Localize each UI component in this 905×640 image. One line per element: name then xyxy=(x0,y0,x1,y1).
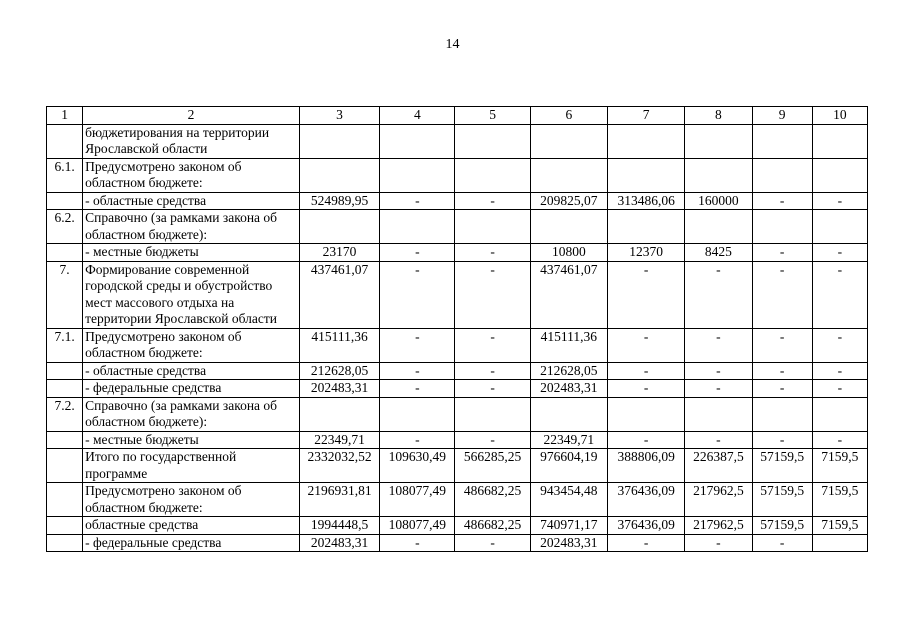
row-index-cell xyxy=(47,380,83,398)
table-header-row xyxy=(47,107,868,125)
description-cell: - областные средства xyxy=(83,362,300,380)
value-cell: - xyxy=(685,380,752,398)
value-cell: - xyxy=(380,534,455,552)
row-index-cell xyxy=(47,124,83,158)
value-cell: - xyxy=(812,244,867,262)
value-cell xyxy=(380,397,455,431)
column-header: 7 xyxy=(608,107,685,125)
row-index-cell xyxy=(47,534,83,552)
value-cell xyxy=(455,124,530,158)
row-index-cell xyxy=(47,431,83,449)
value-cell: - xyxy=(685,261,752,328)
value-cell: 7159,5 xyxy=(812,449,867,483)
value-cell: - xyxy=(380,192,455,210)
value-cell: 22349,71 xyxy=(299,431,379,449)
value-cell xyxy=(530,124,607,158)
value-cell: - xyxy=(752,328,812,362)
value-cell: 217962,5 xyxy=(685,483,752,517)
value-cell: 10800 xyxy=(530,244,607,262)
column-header: 2 xyxy=(83,107,300,125)
value-cell: 976604,19 xyxy=(530,449,607,483)
value-cell: 22349,71 xyxy=(530,431,607,449)
value-cell: 217962,5 xyxy=(685,517,752,535)
value-cell: - xyxy=(812,261,867,328)
column-header: 8 xyxy=(685,107,752,125)
value-cell xyxy=(752,210,812,244)
value-cell xyxy=(455,210,530,244)
value-cell: 943454,48 xyxy=(530,483,607,517)
column-header: 1 xyxy=(47,107,83,125)
value-cell xyxy=(685,158,752,192)
value-cell: - xyxy=(752,362,812,380)
table-row xyxy=(47,328,868,362)
description-cell: Предусмотрено законом об областном бюджете: xyxy=(83,158,300,192)
value-cell: 2332032,52 xyxy=(299,449,379,483)
value-cell xyxy=(608,397,685,431)
table-row xyxy=(47,449,868,483)
value-cell: - xyxy=(685,362,752,380)
value-cell xyxy=(608,158,685,192)
description-cell: - местные бюджеты xyxy=(83,244,300,262)
value-cell xyxy=(380,210,455,244)
table-row xyxy=(47,244,868,262)
value-cell: - xyxy=(380,261,455,328)
value-cell xyxy=(752,124,812,158)
value-cell: 212628,05 xyxy=(299,362,379,380)
description-cell: Справочно (за рамками закона об областном бюджете): xyxy=(83,397,300,431)
table-row xyxy=(47,158,868,192)
value-cell xyxy=(530,397,607,431)
value-cell: - xyxy=(455,192,530,210)
value-cell: - xyxy=(455,244,530,262)
row-index-cell xyxy=(47,192,83,210)
value-cell xyxy=(608,210,685,244)
value-cell: - xyxy=(752,534,812,552)
value-cell: 740971,17 xyxy=(530,517,607,535)
table-row xyxy=(47,517,868,535)
table-row xyxy=(47,534,868,552)
value-cell: - xyxy=(608,261,685,328)
value-cell: - xyxy=(752,261,812,328)
value-cell: - xyxy=(380,244,455,262)
value-cell: 313486,06 xyxy=(608,192,685,210)
value-cell: 12370 xyxy=(608,244,685,262)
value-cell: 226387,5 xyxy=(685,449,752,483)
value-cell: - xyxy=(455,431,530,449)
value-cell: 524989,95 xyxy=(299,192,379,210)
value-cell: - xyxy=(812,328,867,362)
value-cell: 209825,07 xyxy=(530,192,607,210)
value-cell: - xyxy=(752,244,812,262)
value-cell xyxy=(380,124,455,158)
value-cell xyxy=(455,158,530,192)
budget-table xyxy=(46,106,868,552)
row-index-cell: 6.2. xyxy=(47,210,83,244)
value-cell: 437461,07 xyxy=(299,261,379,328)
value-cell: 1994448,5 xyxy=(299,517,379,535)
description-cell: областные средства xyxy=(83,517,300,535)
row-index-cell xyxy=(47,244,83,262)
description-cell: - областные средства xyxy=(83,192,300,210)
value-cell: 108077,49 xyxy=(380,517,455,535)
value-cell xyxy=(812,158,867,192)
column-header: 5 xyxy=(455,107,530,125)
row-index-cell: 7.2. xyxy=(47,397,83,431)
value-cell: 23170 xyxy=(299,244,379,262)
row-index-cell: 7. xyxy=(47,261,83,328)
value-cell: - xyxy=(812,431,867,449)
value-cell xyxy=(299,158,379,192)
row-index-cell xyxy=(47,449,83,483)
column-header: 4 xyxy=(380,107,455,125)
value-cell: - xyxy=(685,328,752,362)
value-cell: 57159,5 xyxy=(752,449,812,483)
value-cell: 109630,49 xyxy=(380,449,455,483)
value-cell xyxy=(685,210,752,244)
column-header: 9 xyxy=(752,107,812,125)
description-cell: Итого по государственной программе xyxy=(83,449,300,483)
value-cell xyxy=(299,397,379,431)
value-cell: 7159,5 xyxy=(812,517,867,535)
value-cell: - xyxy=(685,431,752,449)
value-cell: 486682,25 xyxy=(455,483,530,517)
value-cell xyxy=(530,210,607,244)
column-header: 6 xyxy=(530,107,607,125)
value-cell xyxy=(812,124,867,158)
row-index-cell: 7.1. xyxy=(47,328,83,362)
value-cell: - xyxy=(380,380,455,398)
page-number: 14 xyxy=(445,37,460,52)
description-cell: бюджетирования на территории Ярославской области xyxy=(83,124,300,158)
column-header: 10 xyxy=(812,107,867,125)
row-index-cell: 6.1. xyxy=(47,158,83,192)
value-cell: - xyxy=(812,192,867,210)
value-cell: - xyxy=(608,328,685,362)
description-cell: - местные бюджеты xyxy=(83,431,300,449)
value-cell: - xyxy=(812,362,867,380)
value-cell: 160000 xyxy=(685,192,752,210)
value-cell xyxy=(812,210,867,244)
value-cell: 2196931,81 xyxy=(299,483,379,517)
value-cell: - xyxy=(608,380,685,398)
value-cell: 388806,09 xyxy=(608,449,685,483)
value-cell xyxy=(752,158,812,192)
value-cell: 8425 xyxy=(685,244,752,262)
row-index-cell xyxy=(47,483,83,517)
value-cell: 437461,07 xyxy=(530,261,607,328)
table-row xyxy=(47,261,868,328)
value-cell: - xyxy=(685,534,752,552)
value-cell: 212628,05 xyxy=(530,362,607,380)
value-cell: 486682,25 xyxy=(455,517,530,535)
value-cell: 108077,49 xyxy=(380,483,455,517)
value-cell xyxy=(380,158,455,192)
value-cell xyxy=(752,397,812,431)
value-cell: 202483,31 xyxy=(530,534,607,552)
value-cell: 566285,25 xyxy=(455,449,530,483)
table-row xyxy=(47,483,868,517)
value-cell: 57159,5 xyxy=(752,517,812,535)
value-cell: 415111,36 xyxy=(299,328,379,362)
value-cell: - xyxy=(380,362,455,380)
value-cell xyxy=(299,124,379,158)
value-cell: 376436,09 xyxy=(608,483,685,517)
value-cell: - xyxy=(455,362,530,380)
value-cell: 202483,31 xyxy=(530,380,607,398)
value-cell xyxy=(812,534,867,552)
value-cell: - xyxy=(812,380,867,398)
table-row xyxy=(47,431,868,449)
table-row xyxy=(47,380,868,398)
description-cell: Предусмотрено законом об областном бюджете: xyxy=(83,328,300,362)
description-cell: - федеральные средства xyxy=(83,534,300,552)
value-cell: - xyxy=(455,328,530,362)
value-cell: 376436,09 xyxy=(608,517,685,535)
table-row xyxy=(47,362,868,380)
value-cell: - xyxy=(455,534,530,552)
value-cell xyxy=(685,397,752,431)
column-header: 3 xyxy=(299,107,379,125)
value-cell: 57159,5 xyxy=(752,483,812,517)
value-cell: - xyxy=(752,431,812,449)
description-cell: - федеральные средства xyxy=(83,380,300,398)
row-index-cell xyxy=(47,362,83,380)
value-cell: - xyxy=(380,328,455,362)
value-cell xyxy=(608,124,685,158)
value-cell: 202483,31 xyxy=(299,534,379,552)
value-cell xyxy=(455,397,530,431)
table-row xyxy=(47,397,868,431)
description-cell: Справочно (за рамками закона об областном бюджете): xyxy=(83,210,300,244)
value-cell xyxy=(530,158,607,192)
value-cell: - xyxy=(455,261,530,328)
value-cell: - xyxy=(608,534,685,552)
value-cell: - xyxy=(455,380,530,398)
row-index-cell xyxy=(47,517,83,535)
value-cell: 415111,36 xyxy=(530,328,607,362)
value-cell: - xyxy=(752,192,812,210)
description-cell: Предусмотрено законом об областном бюджете: xyxy=(83,483,300,517)
value-cell xyxy=(812,397,867,431)
value-cell: - xyxy=(608,431,685,449)
table-row xyxy=(47,192,868,210)
value-cell: 202483,31 xyxy=(299,380,379,398)
value-cell: 7159,5 xyxy=(812,483,867,517)
description-cell: Формирование современной городской среды и обустройство мест массового отдыха на территории Ярославской области xyxy=(83,261,300,328)
value-cell: - xyxy=(752,380,812,398)
table-row xyxy=(47,210,868,244)
value-cell xyxy=(685,124,752,158)
value-cell: - xyxy=(608,362,685,380)
value-cell xyxy=(299,210,379,244)
table-row xyxy=(47,124,868,158)
value-cell: - xyxy=(380,431,455,449)
